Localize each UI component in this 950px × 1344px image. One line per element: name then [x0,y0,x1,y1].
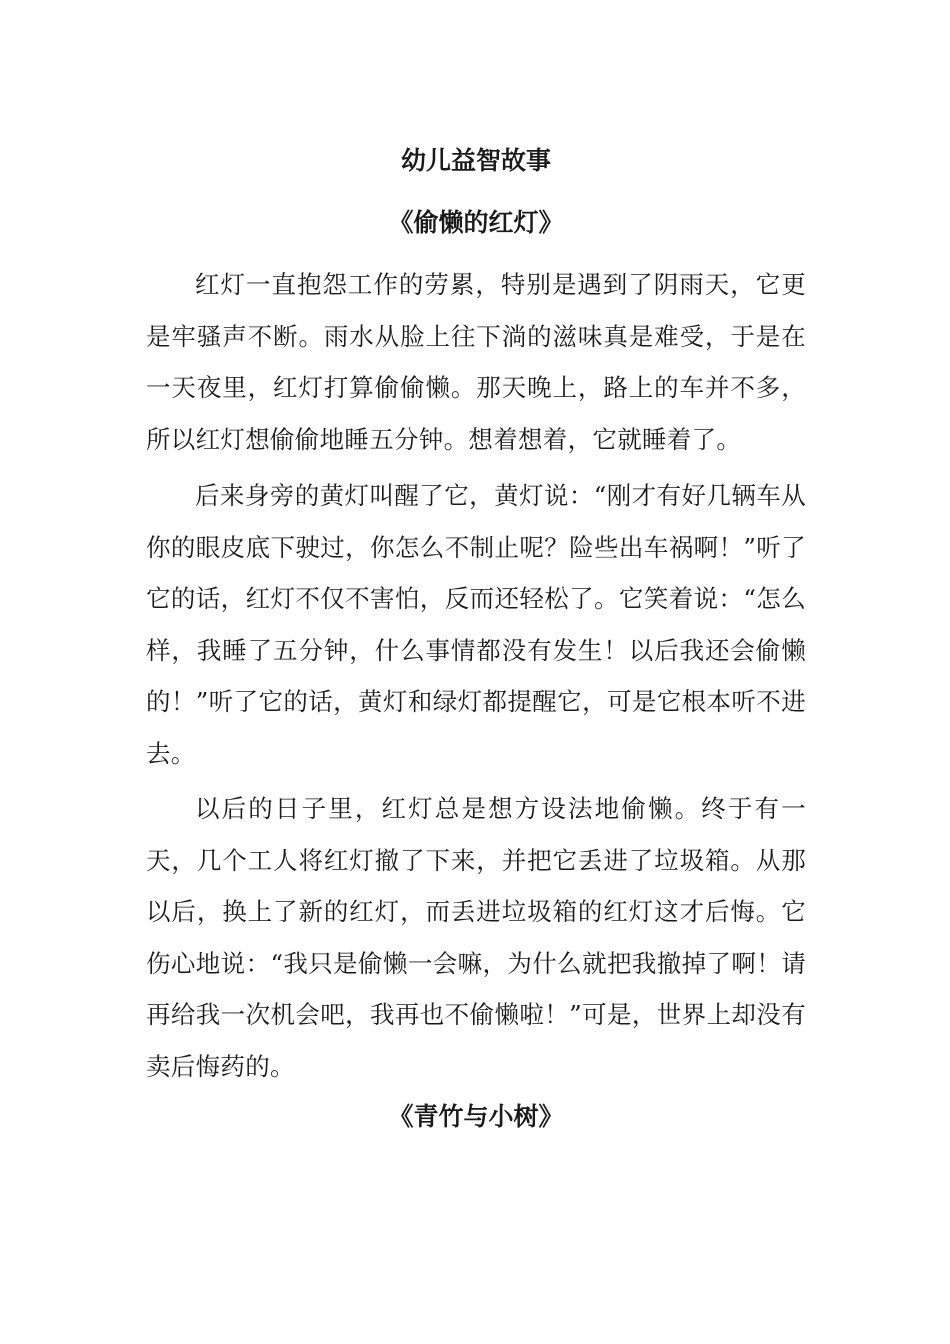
story-title-lazy-red-light: 《偷懒的红灯》 [388,208,564,237]
document-title: 幼儿益智故事 [400,146,551,175]
story-paragraph: 后来身旁的黄灯叫醒了它，黄灯说：“刚才有好几辆车从你的眼皮底下驶过，你怎么不制止呢？险些出车祸啊！”听了它的话，红灯不仅不害怕，反而还轻松了。它笑着说：“怎么样，我睡了五分钟，什么事情都没有发生！以后我还会偷懒的！”听了它的话，黄灯和绿灯都提醒它，可是它根本听不进去。 [146,481,806,768]
story-paragraph: 以后的日子里，红灯总是想方设法地偷懒。终于有一天，几个工人将红灯撤了下来，并把它丢进了垃圾箱。从那以后，换上了新的红灯，而丢进垃圾箱的红灯这才后悔。它伤心地说：“我只是偷懒一会嘛，为什么就把我撤掉了啊！请再给我一次机会吧，我再也不偷懒啦！”可是，世界上却没有卖后悔药的。 [146,794,806,1081]
story-title-bamboo-and-tree: 《青竹与小树》 [388,1102,564,1131]
story-paragraph: 红灯一直抱怨工作的劳累，特别是遇到了阴雨天，它更是牢骚声不断。雨水从脸上往下淌的滋味真是难受，于是在一天夜里，红灯打算偷偷懒。那天晚上，路上的车并不多，所以红灯想偷偷地睡五分钟。想着想着，它就睡着了。 [146,270,806,454]
